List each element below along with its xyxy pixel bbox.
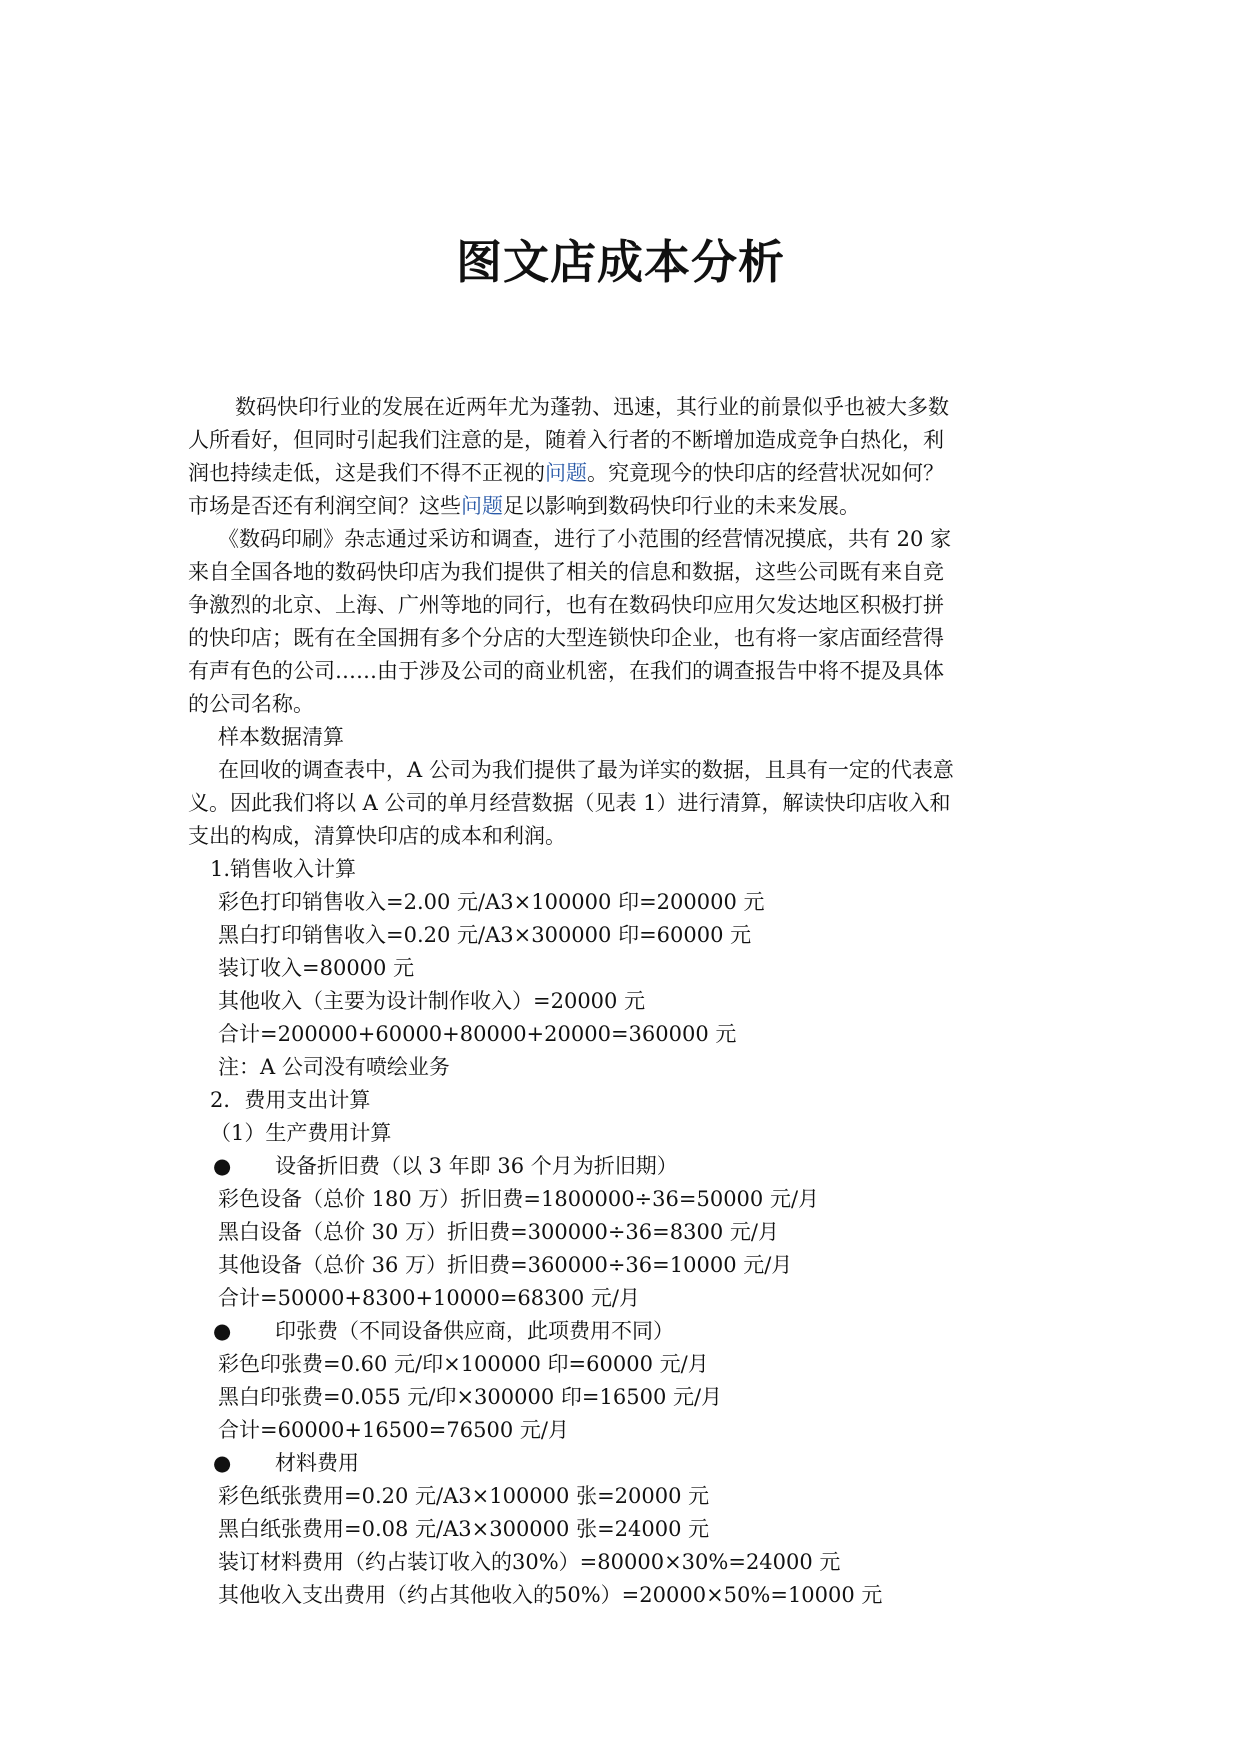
printfee-title: 印张费（不同设备供应商，此项费用不同） bbox=[275, 1319, 674, 1343]
survey-line-3: 争激烈的北京、上海、广州等地的同行，也有在数码快印应用欠发达地区积极打拼 bbox=[188, 593, 944, 617]
intro-line-1: 数码快印行业的发展在近两年尤为蓬勃、迅速，其行业的前景似乎也被大多数 bbox=[235, 395, 949, 419]
survey-line-5: 有声有色的公司……由于涉及公司的商业机密，在我们的调查报告中将不提及具体 bbox=[188, 659, 944, 683]
survey-line-6: 的公司名称。 bbox=[188, 692, 314, 716]
page-title: 图文店成本分析 bbox=[456, 235, 785, 289]
intro-line-3-text-b: 。究竟现今的快印店的经营状况如何？ bbox=[587, 461, 944, 485]
depreciation-other: 其他设备（总价 36 万）折旧费=360000÷36=10000 元/月 bbox=[218, 1253, 793, 1277]
expense-heading: 2．费用支出计算 bbox=[210, 1088, 371, 1112]
printfee-bw: 黑白印张费=0.055 元/印×300000 印=16500 元/月 bbox=[218, 1385, 723, 1409]
sample-line-1: 在回收的调查表中，A 公司为我们提供了最为详实的数据，且具有一定的代表意 bbox=[218, 758, 954, 782]
material-title: 材料费用 bbox=[275, 1451, 359, 1475]
bullet-icon: ● bbox=[213, 1154, 232, 1178]
material-bw: 黑白纸张费用=0.08 元/A3×300000 张=24000 元 bbox=[218, 1517, 710, 1541]
survey-line-1: 《数码印刷》杂志通过采访和调查，进行了小范围的经营情况摸底，共有 20 家 bbox=[218, 527, 952, 551]
depreciation-total: 合计=50000+8300+10000=68300 元/月 bbox=[218, 1286, 640, 1310]
problem-link[interactable]: 问题 bbox=[461, 494, 503, 518]
sales-binding: 装订收入=80000 元 bbox=[218, 956, 415, 980]
intro-line-3-text-a: 润也持续走低，这是我们不得不正视的 bbox=[188, 461, 545, 485]
depreciation-bw: 黑白设备（总价 30 万）折旧费=300000÷36=8300 元/月 bbox=[218, 1220, 779, 1244]
sales-note: 注：A 公司没有喷绘业务 bbox=[218, 1055, 450, 1079]
intro-line-2: 人所看好，但同时引起我们注意的是，随着入行者的不断增加造成竞争白热化，利 bbox=[188, 428, 944, 452]
sample-heading: 样本数据清算 bbox=[218, 725, 344, 749]
sales-color: 彩色打印销售收入=2.00 元/A3×100000 印=200000 元 bbox=[218, 890, 765, 914]
bullet-icon: ● bbox=[213, 1319, 232, 1343]
material-color: 彩色纸张费用=0.20 元/A3×100000 张=20000 元 bbox=[218, 1484, 710, 1508]
bullet-icon: ● bbox=[213, 1451, 232, 1475]
expense-subheading: （1）生产费用计算 bbox=[210, 1121, 392, 1145]
survey-line-4: 的快印店；既有在全国拥有多个分店的大型连锁快印企业，也有将一家店面经营得 bbox=[188, 626, 944, 650]
intro-line-4 bbox=[188, 492, 860, 520]
depreciation-color: 彩色设备（总价 180 万）折旧费=1800000÷36=50000 元/月 bbox=[218, 1187, 820, 1211]
sales-total: 合计=200000+60000+80000+20000=360000 元 bbox=[218, 1022, 737, 1046]
problem-link[interactable]: 问题 bbox=[545, 461, 587, 485]
sample-line-2: 义。因此我们将以 A 公司的单月经营数据（见表 1）进行清算，解读快印店收入和 bbox=[188, 791, 951, 815]
sample-line-3: 支出的构成，清算快印店的成本和利润。 bbox=[188, 824, 566, 848]
material-binding: 装订材料费用（约占装订收入的30%）=80000×30%=24000 元 bbox=[218, 1550, 841, 1574]
material-other: 其他收入支出费用（约占其他收入的50%）=20000×50%=10000 元 bbox=[218, 1583, 883, 1607]
survey-line-2: 来自全国各地的数码快印店为我们提供了相关的信息和数据，这些公司既有来自竞 bbox=[188, 560, 944, 584]
sales-heading: 1.销售收入计算 bbox=[210, 857, 357, 881]
printfee-total: 合计=60000+16500=76500 元/月 bbox=[218, 1418, 569, 1442]
intro-line-3 bbox=[188, 459, 944, 487]
sales-bw: 黑白打印销售收入=0.20 元/A3×300000 印=60000 元 bbox=[218, 923, 752, 947]
intro-line-4-text-b: 足以影响到数码快印行业的未来发展。 bbox=[503, 494, 860, 518]
printfee-color: 彩色印张费=0.60 元/印×100000 印=60000 元/月 bbox=[218, 1352, 709, 1376]
intro-line-4-text-a: 市场是否还有利润空间？这些 bbox=[188, 494, 461, 518]
depreciation-title: 设备折旧费（以 3 年即 36 个月为折旧期） bbox=[275, 1154, 678, 1178]
sales-other: 其他收入（主要为设计制作收入）=20000 元 bbox=[218, 989, 646, 1013]
